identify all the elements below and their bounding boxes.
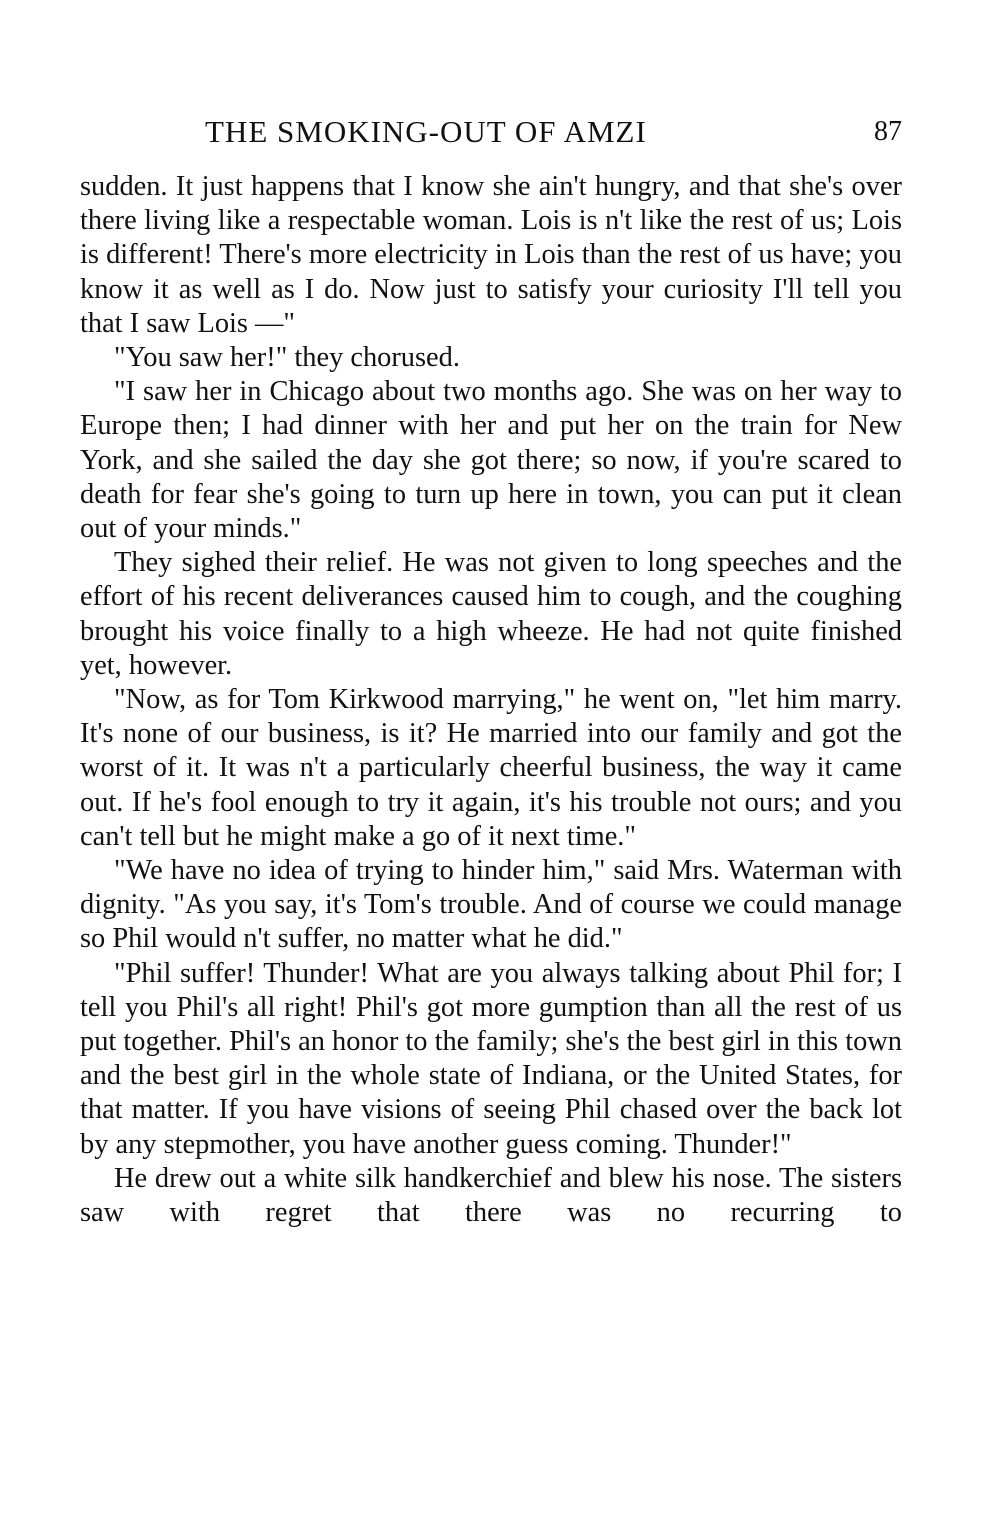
paragraph: They sighed their relief. He was not given to long speeches and the effort of his recent deliverances caused him to cough, and the coughing brought his voice finally to a high wheeze. He had not quite finished yet, however. [80,547,902,681]
paragraph: "You saw her!" they chorused. [114,342,460,374]
paragraph-continuation: sudden. It just happens that I know she ain't hungry, and that she's over there living like a respectable woman. Lois is n't like the rest of us; Lois is different! There's more electricity in Lois than the rest of us have; you know it as well as I do. Now just to satisfy your curiosity I'll tell you that I saw Lois —" [80,171,902,339]
paragraph: "Now, as for Tom Kirkwood marrying," he went on, "let him marry. It's none of our business, is it? He married into our family and got the worst of it. It was n't a particularly cheerful business, the way it came out. If he's fool enough to try it again, it's his trouble not ours; and you can't tell but he might make a go of it next time." [80,684,902,852]
body-text [80,170,902,1230]
running-header [80,112,902,152]
page-number: 87 [874,116,902,147]
paragraph: "Phil suffer! Thunder! What are you always talking about Phil for; I tell you Phil's all right! Phil's got more gumption than all the rest of us put together. Phil's an honor to the family; she's the best girl in this town and the best girl in the whole state of Indiana, or the United States, for that matter. If you have visions of seeing Phil chased over the back lot by any stepmother, you have another guess coming. Thunder!" [80,957,902,1160]
paragraph: "I saw her in Chicago about two months ago. She was on her way to Europe then; I had dinner with her and put her on the train for New York, and she sailed the day she got there; so now, if you're scared to death for fear she's going to turn up here in town, you can put it clean out of your minds." [80,376,902,545]
paragraph-continues: He drew out a white silk handkerchief and blew his nose. The sisters saw with regret that there was no recurring to [80,1162,902,1229]
paragraph: "We have no idea of trying to hinder him," said Mrs. Waterman with dignity. "As you say, it's Tom's trouble. And of course we could manage so Phil would n't suffer, no matter what he did." [80,855,902,955]
chapter-title: THE SMOKING-OUT OF AMZI [205,114,647,149]
